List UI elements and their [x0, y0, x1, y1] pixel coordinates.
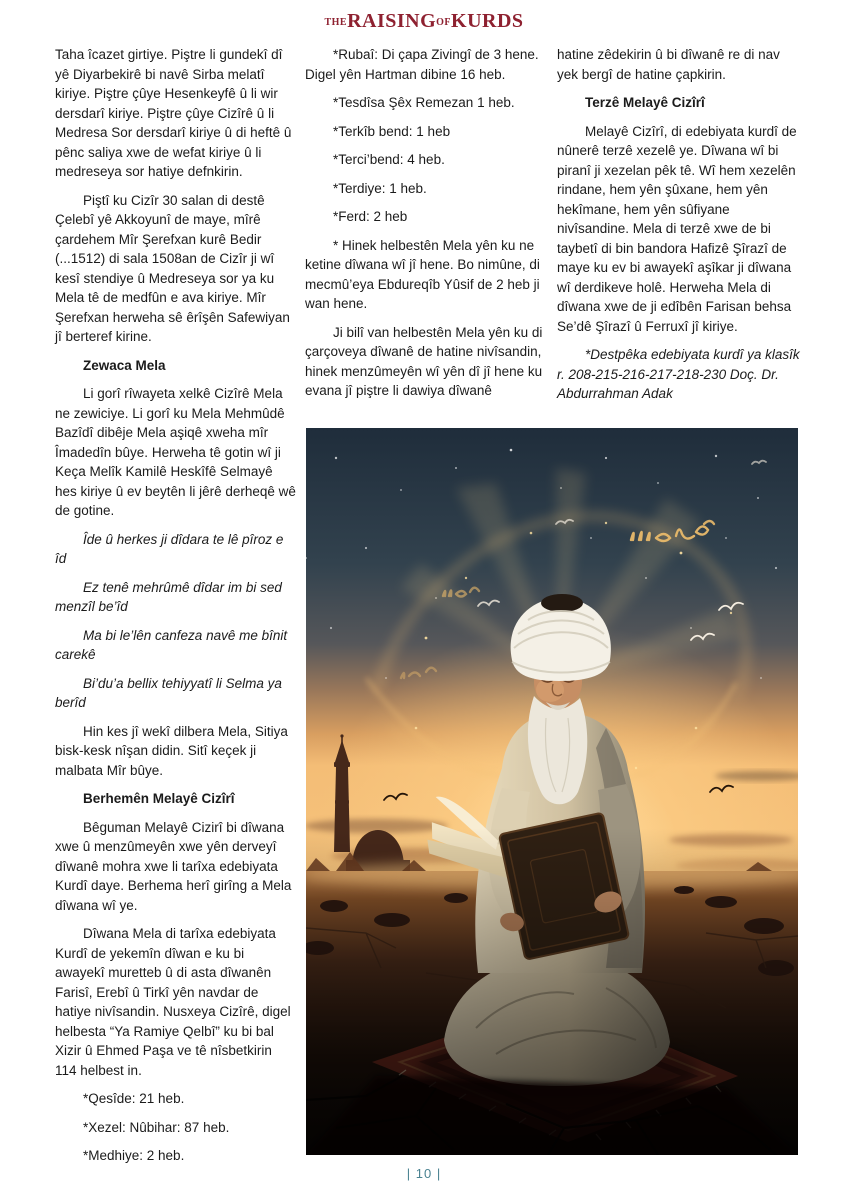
- verse-line: Ma bi le’lên canfeza navê me bînit carekê: [55, 627, 288, 662]
- masthead-word-raising: RAISING: [347, 10, 437, 32]
- list-item: *Tesdîsa Şêx Remezan 1 heb.: [333, 95, 515, 110]
- text-column-3: [557, 45, 801, 413]
- paragraph: Melayê Cizîrî, di edebiyata kurdî de nûnerê terzê xezelê ye. Dîwana wî bi piranî ji xezelan pêk tê. Wî hem xezelên rindane, hem yên şûxane, hem yên hekîmane, hem yên sûfiyane nivîsandine. Mela di terzê xwe de bi taybetî di bin bandora Hafizê Şîrazî de maye ku ev bi awayekî aşîkar ji dîwana wî derdikeve holê. Herweha Mela di dîwana xwe de ji edîbên Farisan behsa Se’dê Şîrazî û Ferruxî jî kiriye.: [557, 123, 797, 334]
- list-item: *Terkîb bend: 1 heb: [333, 123, 451, 139]
- paragraph: hatine zêdekirin û bi dîwanê re di nav yek bergî de hatine çapkirin.: [557, 47, 780, 82]
- verse-line: Bi’du’a bellix tehiyyatî li Selma ya berîd: [55, 675, 282, 710]
- page-number: | 10 |: [406, 1166, 442, 1181]
- verse-line: Îde û herkes ji dîdara te lê pîroz e îd: [55, 531, 284, 566]
- masthead-word-of: OF: [436, 17, 452, 28]
- section-heading: Zewaca Mela: [83, 357, 166, 373]
- list-item: *Terdiye: 1 heb.: [333, 180, 427, 196]
- paragraph: Hin kes jî wekî dilbera Mela, Sitiya bisk-kesk nîşan didin. Sitî keçek ji malbata Mîr bûye.: [55, 723, 288, 778]
- list-item: *Xezel: Nûbihar: 87 heb.: [83, 1119, 230, 1135]
- list-item: *Medhiye: 2 heb.: [83, 1148, 185, 1163]
- paragraph: Li gorî rîwayeta xelkê Cizîrê Mela ne zewiciye. Li gorî ku Mela Mehmûdê Bazîdî dibêje Mela aşiqê xweha mîr Îmadedîn bûye. Herweha tê gotin wî ji Keça Melîk Kamilê Heskîfê Selmayê hes kiriye û ev beytên li jêrê derheqê wê de gotine.: [55, 386, 296, 518]
- paragraph: Taha îcazet girtiye. Piştre li gundekî dî yê Diyarbekirê bi navê Sirba melatî kiriye. Piştre çûye Hesenkeyfê û li wir dersdarî kiriye. Piştre çûye Cizîrê û li Medresa Sor dersdarî kiriye û di heftê û pênc saliya xwe de wefat kiriye û li medreseya sor hatiye defnkirin.: [55, 47, 292, 179]
- scholar-illustration-svg: [306, 428, 798, 1155]
- paragraph: Dîwana Mela di tarîxa edebiyata Kurdî de yekemîn dîwan e ku bi awayekî muretteb û di asta dîwanên Farisî, Erebî û Tirkî yên navdar de hatiye nivîsandin. Nusxeya Cizîrê, digel helbesta “Ya Ramiye Qelbî” ku bi bal Xizir û Ehmed Paşa ve tê nîsbetkirin 114 helbest in.: [55, 926, 291, 1078]
- list-item: *Qesîde: 21 heb.: [83, 1091, 185, 1106]
- text-column-1: [55, 45, 296, 1175]
- list-item: *Ferd: 2 heb: [333, 209, 408, 224]
- section-heading: Terzê Melayê Cizîrî: [585, 95, 705, 110]
- masthead-word-the: THE: [324, 17, 348, 28]
- paragraph: Bêguman Melayê Cizirî bi dîwana xwe û menzûmeyên xwe yên derveyî dîwanê mohra xwe li tarîxa edebiyata Kurdî daye. Berhema herî girîng a Mela dîwana wî ye.: [55, 819, 292, 913]
- list-item: *Rubaî: Di çapa Zivingî de 3 hene. Digel yên Hartman dibine 16 heb.: [305, 47, 539, 82]
- list-item: *Terci’bend: 4 heb.: [333, 152, 445, 167]
- paragraph: * Hinek helbestên Mela yên ku ne ketine dîwana wî jî hene. Bo nimûne, di mecmû’eya Ebdureqîb Yûsif de 2 heb ji wan hene.: [305, 237, 540, 311]
- text-column-2: [305, 45, 548, 410]
- masthead-word-kurds: KURDS: [451, 10, 524, 32]
- vignette: [306, 428, 798, 1155]
- verse-line: Ez tenê mehrûmê dîdar im bi sed menzîl be’îd: [55, 579, 282, 614]
- section-heading: Berhemên Melayê Cizîrî: [83, 791, 235, 806]
- scholar-illustration: [306, 428, 798, 1155]
- paragraph: Piştî ku Cizîr 30 salan di destê Çelebî yê Akkoyunî de maye, mîrê çardehem Mîr Şerefxan kurê Bedir (...1512) di sala 1508an de Cizîr ji wî kesî stendiye û Medreseya sor ya ku Mela tê de medfûn e ava kiriye. Mîr Şerefxan herweha sê êrîşên Safewiyan jî berteref kirine.: [55, 192, 290, 344]
- source-credit: *Destpêka edebiyata kurdî ya klasîk r. 208-215-216-217-218-230 Doç. Dr. Abdurrahman Adak: [557, 347, 800, 401]
- paragraph: Ji bilî van helbestên Mela yên ku di çarçoveya dîwanê de hatine nivîsandin, hinek menzûmeyên wî yên dî jî hene ku evana jî piştre li dawiya dîwanê: [305, 324, 543, 398]
- masthead-logo: [0, 10, 848, 33]
